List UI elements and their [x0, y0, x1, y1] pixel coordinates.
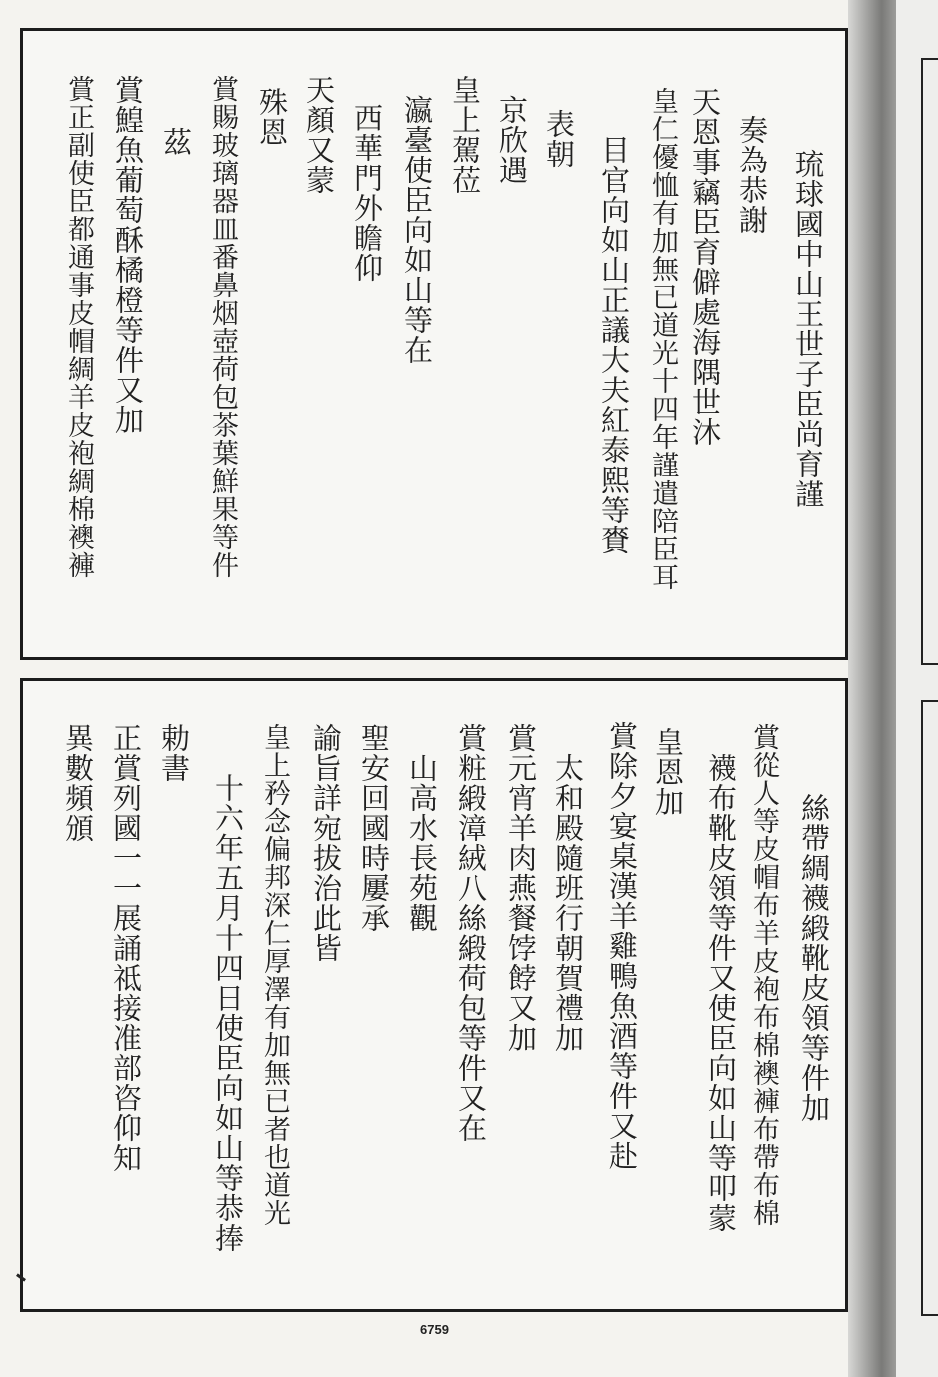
- text-column: 正賞列國一一展誦祗接准部咨仰知: [109, 723, 143, 1173]
- text-column: 十六年五月十四日使臣向如山等恭捧: [211, 773, 245, 1253]
- text-column: 賞正副使臣都通事皮帽綢羊皮袍綢棉襖褲: [63, 75, 94, 579]
- text-column: 絲帶綢襪緞靴皮領等件加: [797, 793, 831, 1123]
- text-column: 襪布靴皮領等件又使臣向如山等叩蒙: [704, 753, 738, 1233]
- text-column: 聖安回國時屢承: [357, 723, 391, 933]
- text-column: 諭旨詳宛拔治此皆: [309, 723, 343, 963]
- text-column: 皇上駕莅: [448, 75, 482, 195]
- text-column: 奏為恭謝: [735, 115, 769, 235]
- text-column: 表朝: [542, 109, 576, 169]
- text-column: 瀛臺使臣向如山等在: [400, 95, 434, 365]
- facing-page-top-border: [921, 58, 938, 665]
- text-column: 賞從人等皮帽布羊皮袍布棉襖褲布帶布棉: [748, 723, 779, 1227]
- text-column: 琉球國中山王世子臣尚育謹: [791, 149, 825, 509]
- text-column: 賞元宵羊肉燕餐饽餑又加: [504, 723, 538, 1053]
- text-column: 異數頻頒: [61, 723, 95, 843]
- text-column: 目官向如山正議大夫紅泰熙等賚: [597, 135, 631, 555]
- text-column: 太和殿隨班行朝賀禮加: [551, 753, 585, 1053]
- page-number: 6759: [420, 1322, 449, 1337]
- text-column: 賞粧緞漳絨八絲緞荷包等件又在: [454, 723, 488, 1143]
- text-column: 勅書: [157, 723, 191, 783]
- text-column: 天顏又蒙: [302, 75, 336, 195]
- text-column: 皇仁優恤有加無已道光十四年謹遣陪臣耳: [647, 87, 678, 591]
- text-column: 皇恩加: [651, 727, 685, 817]
- text-column: 山高水長苑觀: [405, 753, 439, 933]
- text-column: 賞鰉魚葡萄酥橘橙等件又加: [111, 75, 145, 435]
- text-column: 茲: [159, 127, 193, 157]
- document-panel-bottom: [20, 678, 848, 1312]
- facing-page-bottom-border: [921, 700, 938, 1316]
- text-column: 殊恩: [255, 87, 289, 147]
- text-column: 京欣遇: [495, 95, 529, 185]
- text-column: 皇上矜念偏邦深仁厚澤有加無已者也道光: [259, 723, 290, 1227]
- text-column: 西華門外瞻仰: [350, 103, 384, 283]
- document-panel-top: [20, 28, 848, 660]
- text-column: 賞賜玻璃器皿番鼻烟壺荷包茶葉鮮果等件: [207, 75, 238, 579]
- text-column: 天恩事竊臣育僻處海隅世沐: [688, 87, 722, 447]
- text-column: 賞除夕宴桌漢羊雞鴨魚酒等件又赴: [605, 721, 639, 1171]
- book-spine: [848, 0, 896, 1377]
